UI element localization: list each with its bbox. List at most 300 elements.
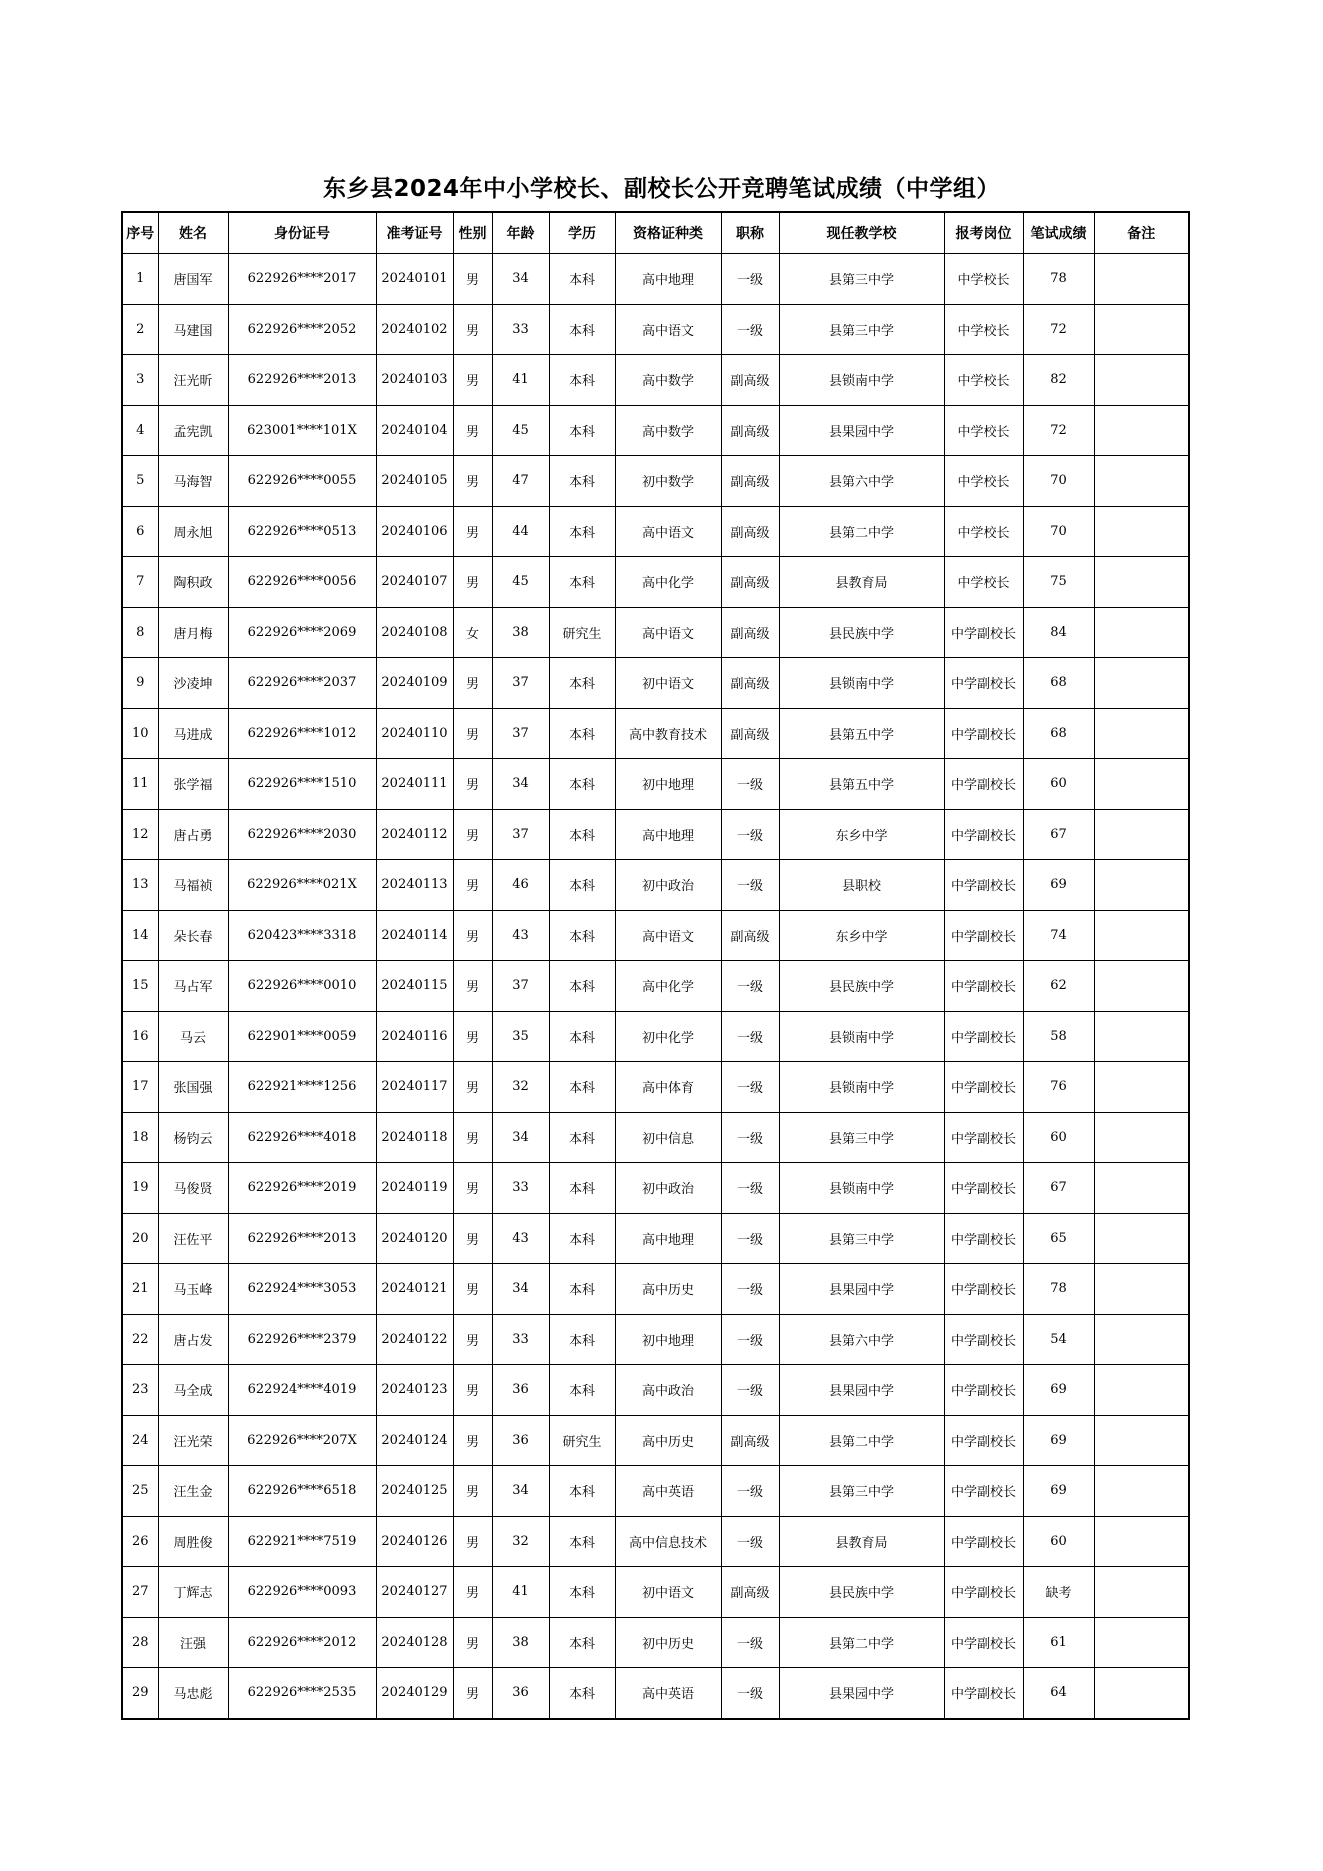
- cell-id-number: 622926****0513: [228, 506, 376, 557]
- table-row: [122, 759, 1189, 810]
- cell-exam-number: 20240114: [376, 910, 453, 961]
- cell-score: 67: [1023, 1163, 1094, 1214]
- cell-remark: [1094, 1668, 1189, 1719]
- cell-title: 副高级: [721, 405, 779, 456]
- cell-certificate: 高中地理: [615, 254, 721, 305]
- cell-exam-number: 20240120: [376, 1213, 453, 1264]
- cell-school: 县第三中学: [779, 254, 944, 305]
- cell-education: 本科: [549, 1213, 615, 1264]
- cell-id-number: 623001****101X: [228, 405, 376, 456]
- cell-title: 副高级: [721, 557, 779, 608]
- cell-education: 本科: [549, 1617, 615, 1668]
- table-row: [122, 1516, 1189, 1567]
- cell-id-number: 622926****0056: [228, 557, 376, 608]
- table-row: [122, 1617, 1189, 1668]
- header-col-id-number: 身份证号: [228, 212, 376, 254]
- cell-school: 县第三中学: [779, 304, 944, 355]
- cell-name: 马占军: [158, 961, 228, 1012]
- cell-position: 中学校长: [944, 304, 1023, 355]
- cell-name: 周永旭: [158, 506, 228, 557]
- cell-id-number: 622926****6518: [228, 1466, 376, 1517]
- cell-remark: [1094, 910, 1189, 961]
- cell-education: 本科: [549, 1112, 615, 1163]
- cell-gender: 男: [453, 809, 492, 860]
- header-col-remark: 备注: [1094, 212, 1189, 254]
- cell-seq: 9: [122, 658, 158, 709]
- cell-school: 县锁南中学: [779, 1011, 944, 1062]
- cell-remark: [1094, 1314, 1189, 1365]
- cell-certificate: 高中化学: [615, 961, 721, 1012]
- cell-gender: 男: [453, 506, 492, 557]
- cell-title: 副高级: [721, 355, 779, 406]
- cell-exam-number: 20240107: [376, 557, 453, 608]
- table-body: [122, 254, 1189, 1719]
- cell-title: 一级: [721, 809, 779, 860]
- cell-certificate: 初中地理: [615, 1314, 721, 1365]
- cell-remark: [1094, 961, 1189, 1012]
- cell-score: 78: [1023, 254, 1094, 305]
- cell-remark: [1094, 1112, 1189, 1163]
- cell-gender: 男: [453, 456, 492, 507]
- cell-title: 一级: [721, 961, 779, 1012]
- cell-education: 本科: [549, 304, 615, 355]
- cell-id-number: 622926****4018: [228, 1112, 376, 1163]
- cell-remark: [1094, 1062, 1189, 1113]
- header-row: [122, 212, 1189, 254]
- cell-position: 中学副校长: [944, 759, 1023, 810]
- cell-education: 本科: [549, 355, 615, 406]
- table-row: [122, 1567, 1189, 1618]
- cell-certificate: 高中政治: [615, 1365, 721, 1416]
- cell-remark: [1094, 607, 1189, 658]
- cell-title: 一级: [721, 1365, 779, 1416]
- cell-name: 陶积政: [158, 557, 228, 608]
- cell-remark: [1094, 1213, 1189, 1264]
- cell-id-number: 622926****2030: [228, 809, 376, 860]
- table-row: [122, 1415, 1189, 1466]
- table-row: [122, 1264, 1189, 1315]
- cell-school: 县锁南中学: [779, 1062, 944, 1113]
- cell-exam-number: 20240125: [376, 1466, 453, 1517]
- cell-school: 县第六中学: [779, 1314, 944, 1365]
- cell-title: 一级: [721, 1668, 779, 1719]
- cell-score: 68: [1023, 708, 1094, 759]
- cell-certificate: 高中英语: [615, 1668, 721, 1719]
- cell-exam-number: 20240126: [376, 1516, 453, 1567]
- cell-certificate: 初中化学: [615, 1011, 721, 1062]
- cell-position: 中学副校长: [944, 1415, 1023, 1466]
- cell-exam-number: 20240110: [376, 708, 453, 759]
- cell-score: 60: [1023, 1112, 1094, 1163]
- cell-certificate: 初中历史: [615, 1617, 721, 1668]
- cell-id-number: 622926****2052: [228, 304, 376, 355]
- cell-education: 本科: [549, 1314, 615, 1365]
- cell-name: 孟宪凯: [158, 405, 228, 456]
- cell-certificate: 初中政治: [615, 1163, 721, 1214]
- cell-exam-number: 20240103: [376, 355, 453, 406]
- cell-seq: 16: [122, 1011, 158, 1062]
- cell-name: 丁辉志: [158, 1567, 228, 1618]
- cell-score: 69: [1023, 860, 1094, 911]
- cell-age: 43: [492, 1213, 549, 1264]
- cell-score: 69: [1023, 1365, 1094, 1416]
- cell-gender: 男: [453, 910, 492, 961]
- cell-school: 县教育局: [779, 1516, 944, 1567]
- cell-gender: 男: [453, 1365, 492, 1416]
- cell-certificate: 高中化学: [615, 557, 721, 608]
- cell-education: 本科: [549, 910, 615, 961]
- cell-position: 中学副校长: [944, 1062, 1023, 1113]
- cell-education: 本科: [549, 405, 615, 456]
- cell-id-number: 622926****2013: [228, 1213, 376, 1264]
- cell-position: 中学校长: [944, 355, 1023, 406]
- cell-age: 32: [492, 1062, 549, 1113]
- cell-remark: [1094, 1011, 1189, 1062]
- cell-score: 84: [1023, 607, 1094, 658]
- cell-title: 一级: [721, 1213, 779, 1264]
- cell-gender: 男: [453, 1213, 492, 1264]
- cell-score: 76: [1023, 1062, 1094, 1113]
- cell-certificate: 高中语文: [615, 304, 721, 355]
- cell-remark: [1094, 1567, 1189, 1618]
- table-row: [122, 1011, 1189, 1062]
- cell-gender: 男: [453, 1062, 492, 1113]
- cell-remark: [1094, 1617, 1189, 1668]
- cell-remark: [1094, 405, 1189, 456]
- cell-age: 35: [492, 1011, 549, 1062]
- cell-position: 中学副校长: [944, 860, 1023, 911]
- cell-school: 县果园中学: [779, 1264, 944, 1315]
- cell-position: 中学副校长: [944, 961, 1023, 1012]
- cell-title: 一级: [721, 1062, 779, 1113]
- cell-id-number: 622921****1256: [228, 1062, 376, 1113]
- cell-certificate: 高中英语: [615, 1466, 721, 1517]
- table-row: [122, 1466, 1189, 1517]
- cell-school: 县第三中学: [779, 1213, 944, 1264]
- cell-name: 唐国军: [158, 254, 228, 305]
- cell-age: 34: [492, 1264, 549, 1315]
- header-col-position: 报考岗位: [944, 212, 1023, 254]
- cell-seq: 2: [122, 304, 158, 355]
- cell-gender: 男: [453, 1314, 492, 1365]
- table-row: [122, 1112, 1189, 1163]
- cell-score: 72: [1023, 304, 1094, 355]
- cell-name: 周胜俊: [158, 1516, 228, 1567]
- header-col-education: 学历: [549, 212, 615, 254]
- cell-remark: [1094, 1264, 1189, 1315]
- cell-remark: [1094, 759, 1189, 810]
- cell-id-number: 622926****2017: [228, 254, 376, 305]
- cell-certificate: 初中数学: [615, 456, 721, 507]
- cell-education: 本科: [549, 1264, 615, 1315]
- cell-seq: 11: [122, 759, 158, 810]
- table-row: [122, 860, 1189, 911]
- cell-name: 马建国: [158, 304, 228, 355]
- cell-seq: 10: [122, 708, 158, 759]
- cell-title: 一级: [721, 860, 779, 911]
- cell-education: 本科: [549, 1668, 615, 1719]
- cell-remark: [1094, 1415, 1189, 1466]
- header-col-name: 姓名: [158, 212, 228, 254]
- cell-school: 县民族中学: [779, 961, 944, 1012]
- cell-education: 本科: [549, 961, 615, 1012]
- cell-education: 本科: [549, 1163, 615, 1214]
- cell-title: 一级: [721, 759, 779, 810]
- cell-age: 38: [492, 607, 549, 658]
- cell-name: 马玉峰: [158, 1264, 228, 1315]
- cell-remark: [1094, 1466, 1189, 1517]
- table-row: [122, 658, 1189, 709]
- cell-position: 中学副校长: [944, 1567, 1023, 1618]
- document-title: 东乡县2024年中小学校长、副校长公开竞聘笔试成绩（中学组）: [322, 176, 1000, 202]
- cell-id-number: 622926****2019: [228, 1163, 376, 1214]
- cell-age: 37: [492, 658, 549, 709]
- cell-title: 一级: [721, 1011, 779, 1062]
- cell-gender: 男: [453, 405, 492, 456]
- cell-score: 74: [1023, 910, 1094, 961]
- cell-gender: 男: [453, 708, 492, 759]
- cell-score: 61: [1023, 1617, 1094, 1668]
- cell-age: 34: [492, 759, 549, 810]
- cell-id-number: 622926****1012: [228, 708, 376, 759]
- table-row: [122, 1314, 1189, 1365]
- cell-seq: 26: [122, 1516, 158, 1567]
- cell-seq: 22: [122, 1314, 158, 1365]
- cell-remark: [1094, 860, 1189, 911]
- cell-certificate: 初中政治: [615, 860, 721, 911]
- cell-remark: [1094, 1516, 1189, 1567]
- cell-exam-number: 20240122: [376, 1314, 453, 1365]
- cell-score: 69: [1023, 1466, 1094, 1517]
- cell-name: 马全成: [158, 1365, 228, 1416]
- table-row: [122, 1062, 1189, 1113]
- cell-gender: 男: [453, 1011, 492, 1062]
- cell-exam-number: 20240106: [376, 506, 453, 557]
- cell-school: 县果园中学: [779, 1365, 944, 1416]
- cell-id-number: 622926****2069: [228, 607, 376, 658]
- cell-seq: 21: [122, 1264, 158, 1315]
- cell-id-number: 622921****7519: [228, 1516, 376, 1567]
- cell-name: 朵长春: [158, 910, 228, 961]
- cell-name: 张学福: [158, 759, 228, 810]
- cell-score: 67: [1023, 809, 1094, 860]
- cell-title: 一级: [721, 1112, 779, 1163]
- cell-title: 副高级: [721, 658, 779, 709]
- cell-school: 县第二中学: [779, 1415, 944, 1466]
- cell-position: 中学副校长: [944, 1617, 1023, 1668]
- header-col-exam-number: 准考证号: [376, 212, 453, 254]
- table-row: [122, 456, 1189, 507]
- cell-certificate: 高中信息技术: [615, 1516, 721, 1567]
- cell-certificate: 初中语文: [615, 658, 721, 709]
- table-row: [122, 607, 1189, 658]
- cell-school: 县第三中学: [779, 1112, 944, 1163]
- cell-exam-number: 20240104: [376, 405, 453, 456]
- table-row: [122, 1163, 1189, 1214]
- cell-certificate: 高中体育: [615, 1062, 721, 1113]
- cell-remark: [1094, 658, 1189, 709]
- table-row: [122, 304, 1189, 355]
- cell-education: 本科: [549, 557, 615, 608]
- cell-name: 马进成: [158, 708, 228, 759]
- cell-title: 副高级: [721, 506, 779, 557]
- cell-seq: 13: [122, 860, 158, 911]
- cell-school: 县民族中学: [779, 607, 944, 658]
- cell-position: 中学校长: [944, 557, 1023, 608]
- header-col-seq: 序号: [122, 212, 158, 254]
- cell-gender: 男: [453, 759, 492, 810]
- cell-exam-number: 20240108: [376, 607, 453, 658]
- table-row: [122, 506, 1189, 557]
- cell-gender: 男: [453, 304, 492, 355]
- cell-score: 68: [1023, 658, 1094, 709]
- cell-title: 一级: [721, 1516, 779, 1567]
- cell-exam-number: 20240113: [376, 860, 453, 911]
- table-row: [122, 961, 1189, 1012]
- cell-name: 马云: [158, 1011, 228, 1062]
- header-col-age: 年龄: [492, 212, 549, 254]
- cell-score: 65: [1023, 1213, 1094, 1264]
- table-row: [122, 1668, 1189, 1719]
- cell-name: 马福祯: [158, 860, 228, 911]
- cell-score: 60: [1023, 759, 1094, 810]
- table-row: [122, 708, 1189, 759]
- table-header: [122, 212, 1189, 254]
- cell-certificate: 高中地理: [615, 809, 721, 860]
- cell-remark: [1094, 456, 1189, 507]
- header-col-title: 职称: [721, 212, 779, 254]
- cell-remark: [1094, 1163, 1189, 1214]
- cell-id-number: 622924****4019: [228, 1365, 376, 1416]
- cell-position: 中学副校长: [944, 607, 1023, 658]
- cell-exam-number: 20240112: [376, 809, 453, 860]
- cell-title: 一级: [721, 1617, 779, 1668]
- cell-seq: 3: [122, 355, 158, 406]
- cell-id-number: 622926****0010: [228, 961, 376, 1012]
- cell-seq: 12: [122, 809, 158, 860]
- cell-gender: 男: [453, 1264, 492, 1315]
- cell-age: 38: [492, 1617, 549, 1668]
- cell-title: 一级: [721, 1314, 779, 1365]
- header-col-school: 现任教学校: [779, 212, 944, 254]
- cell-position: 中学校长: [944, 456, 1023, 507]
- cell-gender: 男: [453, 1617, 492, 1668]
- cell-id-number: 622926****2037: [228, 658, 376, 709]
- cell-position: 中学副校长: [944, 1466, 1023, 1517]
- cell-position: 中学副校长: [944, 1264, 1023, 1315]
- cell-exam-number: 20240124: [376, 1415, 453, 1466]
- cell-score: 70: [1023, 456, 1094, 507]
- cell-school: 县教育局: [779, 557, 944, 608]
- cell-seq: 1: [122, 254, 158, 305]
- cell-position: 中学校长: [944, 405, 1023, 456]
- cell-position: 中学副校长: [944, 708, 1023, 759]
- cell-score: 54: [1023, 1314, 1094, 1365]
- cell-seq: 6: [122, 506, 158, 557]
- cell-score: 82: [1023, 355, 1094, 406]
- cell-exam-number: 20240111: [376, 759, 453, 810]
- cell-name: 唐占勇: [158, 809, 228, 860]
- cell-score: 60: [1023, 1516, 1094, 1567]
- cell-score: 70: [1023, 506, 1094, 557]
- cell-education: 本科: [549, 456, 615, 507]
- cell-seq: 24: [122, 1415, 158, 1466]
- cell-seq: 20: [122, 1213, 158, 1264]
- cell-gender: 女: [453, 607, 492, 658]
- cell-certificate: 初中地理: [615, 759, 721, 810]
- cell-name: 杨钧云: [158, 1112, 228, 1163]
- cell-school: 县锁南中学: [779, 1163, 944, 1214]
- cell-name: 唐月梅: [158, 607, 228, 658]
- cell-name: 张国强: [158, 1062, 228, 1113]
- cell-age: 37: [492, 809, 549, 860]
- cell-position: 中学校长: [944, 506, 1023, 557]
- cell-exam-number: 20240102: [376, 304, 453, 355]
- cell-exam-number: 20240115: [376, 961, 453, 1012]
- cell-education: 研究生: [549, 607, 615, 658]
- table-row: [122, 910, 1189, 961]
- cell-name: 汪强: [158, 1617, 228, 1668]
- cell-exam-number: 20240129: [376, 1668, 453, 1719]
- cell-name: 汪佐平: [158, 1213, 228, 1264]
- header-col-gender: 性别: [453, 212, 492, 254]
- cell-position: 中学副校长: [944, 1213, 1023, 1264]
- table-row: [122, 254, 1189, 305]
- cell-title: 副高级: [721, 607, 779, 658]
- cell-age: 37: [492, 961, 549, 1012]
- cell-school: 县第五中学: [779, 759, 944, 810]
- cell-id-number: 622901****0059: [228, 1011, 376, 1062]
- cell-certificate: 高中地理: [615, 1213, 721, 1264]
- cell-score: 缺考: [1023, 1567, 1094, 1618]
- cell-seq: 17: [122, 1062, 158, 1113]
- cell-school: 县民族中学: [779, 1567, 944, 1618]
- cell-name: 马俊贤: [158, 1163, 228, 1214]
- cell-position: 中学副校长: [944, 1011, 1023, 1062]
- cell-school: 县果园中学: [779, 405, 944, 456]
- cell-id-number: 622926****0093: [228, 1567, 376, 1618]
- cell-school: 县第六中学: [779, 456, 944, 507]
- cell-school: 东乡中学: [779, 910, 944, 961]
- cell-id-number: 622926****207X: [228, 1415, 376, 1466]
- cell-age: 44: [492, 506, 549, 557]
- cell-age: 47: [492, 456, 549, 507]
- cell-id-number: 622926****0055: [228, 456, 376, 507]
- cell-age: 33: [492, 1163, 549, 1214]
- table-row: [122, 809, 1189, 860]
- cell-certificate: 高中语文: [615, 607, 721, 658]
- cell-gender: 男: [453, 860, 492, 911]
- cell-score: 75: [1023, 557, 1094, 608]
- cell-education: 本科: [549, 506, 615, 557]
- cell-age: 34: [492, 1112, 549, 1163]
- cell-title: 一级: [721, 1264, 779, 1315]
- cell-seq: 7: [122, 557, 158, 608]
- cell-age: 36: [492, 1668, 549, 1719]
- cell-school: 东乡中学: [779, 809, 944, 860]
- cell-gender: 男: [453, 1668, 492, 1719]
- cell-age: 33: [492, 304, 549, 355]
- cell-education: 本科: [549, 1516, 615, 1567]
- cell-position: 中学副校长: [944, 809, 1023, 860]
- cell-remark: [1094, 304, 1189, 355]
- table-row: [122, 1213, 1189, 1264]
- cell-name: 汪光荣: [158, 1415, 228, 1466]
- cell-name: 马海智: [158, 456, 228, 507]
- cell-age: 34: [492, 254, 549, 305]
- cell-title: 副高级: [721, 456, 779, 507]
- cell-score: 72: [1023, 405, 1094, 456]
